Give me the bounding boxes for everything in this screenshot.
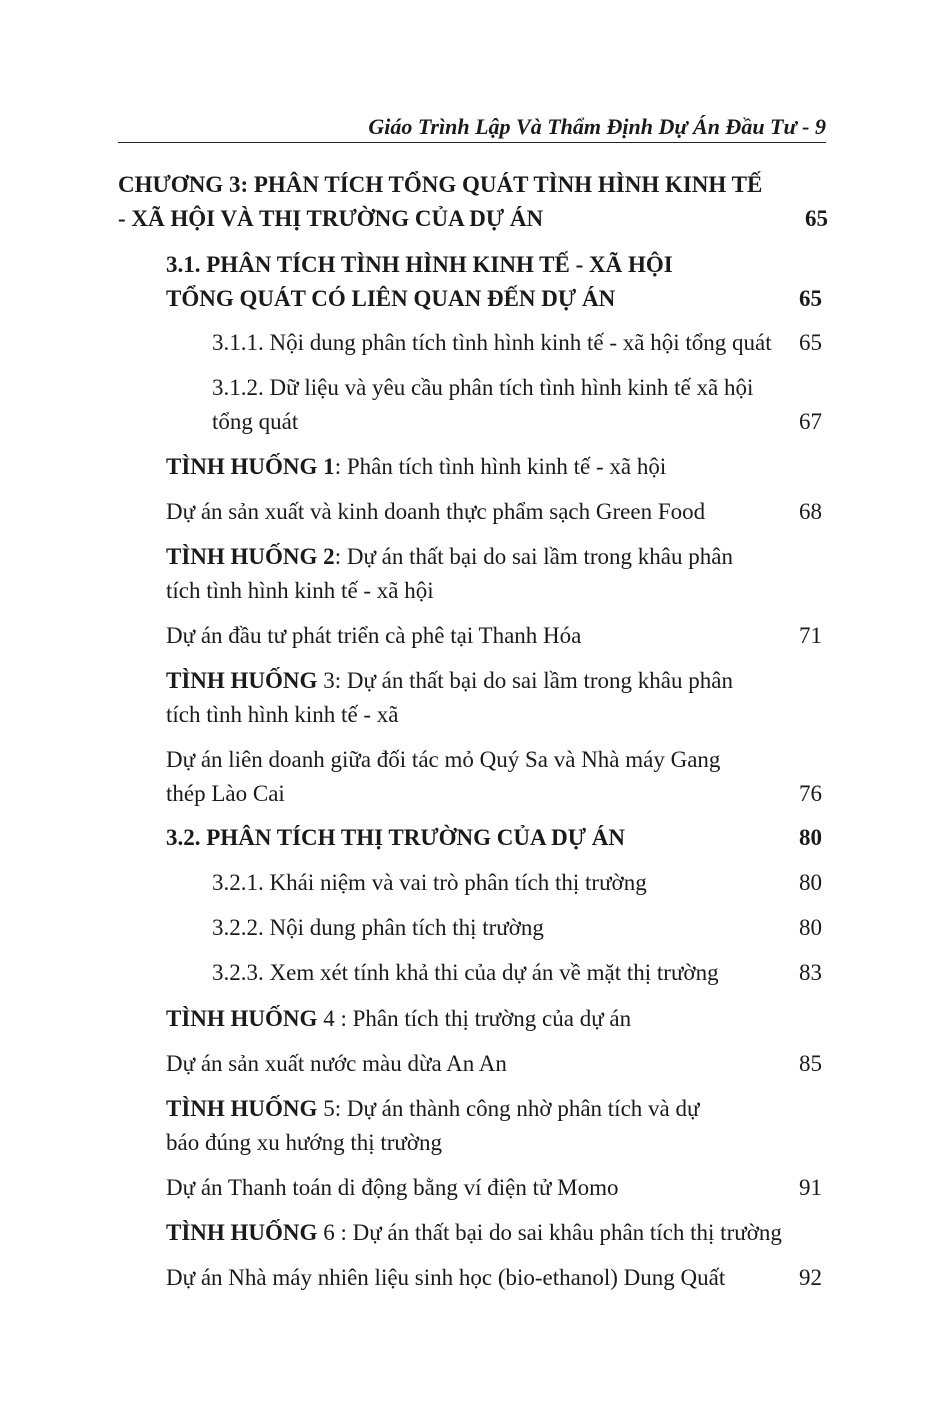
toc-entry-title: 3.1.1. Nội dung phân tích tình hình kinh tế - xã hội tổng quát xyxy=(212,330,772,355)
toc-entry-3-1-1[interactable] xyxy=(212,326,822,360)
toc-entry-title: Dự án Thanh toán di động bằng ví điện tử Momo xyxy=(166,1175,619,1200)
toc-case-6[interactable] xyxy=(166,1216,828,1250)
toc-page-number: 67 xyxy=(799,409,822,434)
toc-entry-case-1-project[interactable] xyxy=(166,495,822,529)
case-title-line: báo đúng xu hướng thị trường xyxy=(166,1130,443,1155)
toc-entry-line: tổng quát xyxy=(212,409,299,434)
toc-entry-case-6-project[interactable] xyxy=(166,1261,822,1295)
toc-entry-case-5-project[interactable] xyxy=(166,1171,822,1205)
toc-page-number: 71 xyxy=(799,623,822,648)
case-title-line: tích tình hình kinh tế - xã hội xyxy=(166,578,434,603)
toc-entry-line: - XÃ HỘI VÀ THỊ TRƯỜNG CỦA DỰ ÁN xyxy=(118,206,544,231)
toc-case-4[interactable] xyxy=(166,1002,822,1036)
toc-entry-title: Dự án Nhà máy nhiên liệu sinh học (bio-ethanol) Dung Quất xyxy=(166,1265,726,1290)
case-title-line: 5: Dự án thành công nhờ phân tích và dự xyxy=(317,1096,700,1121)
toc-entry-chapter-3[interactable] xyxy=(118,168,828,236)
header-divider xyxy=(118,142,826,143)
toc-page-number: 91 xyxy=(799,1175,822,1200)
case-label: TÌNH HUỐNG 2 xyxy=(166,544,335,569)
case-label: TÌNH HUỐNG 1 xyxy=(166,454,335,479)
toc-entry-line: CHƯƠNG 3: PHÂN TÍCH TỔNG QUÁT TÌNH HÌNH KINH TẾ xyxy=(118,172,763,197)
toc-entry-title: 3.2.1. Khái niệm và vai trò phân tích thị trường xyxy=(212,870,647,895)
toc-entry-3-2-2[interactable] xyxy=(212,911,822,945)
toc-entry-title: 3.2.3. Xem xét tính khả thi của dự án về mặt thị trường xyxy=(212,960,719,985)
toc-case-1[interactable] xyxy=(166,450,822,484)
toc-page-number: 80 xyxy=(799,825,822,850)
toc-page-number: 80 xyxy=(799,915,822,940)
case-title-line: tích tình hình kinh tế - xã xyxy=(166,702,399,727)
toc-page-number: 65 xyxy=(799,286,822,311)
toc-entry-line: 3.1.2. Dữ liệu và yêu cầu phân tích tình hình kinh tế xã hội xyxy=(212,375,754,400)
toc-entry-3-2-1[interactable] xyxy=(212,866,822,900)
toc-entry-3-1-2[interactable] xyxy=(212,371,822,439)
toc-entry-case-2-project[interactable] xyxy=(166,619,822,653)
toc-entry-title: Dự án đầu tư phát triển cà phê tại Thanh Hóa xyxy=(166,623,582,648)
toc-entry-title: Dự án sản xuất và kinh doanh thực phẩm sạch Green Food xyxy=(166,499,706,524)
toc-page-number: 92 xyxy=(799,1265,822,1290)
case-title-line: : Dự án thất bại do sai lầm trong khâu phân xyxy=(334,544,733,569)
toc-page-number: 76 xyxy=(799,781,822,806)
case-label: TÌNH HUỐNG xyxy=(166,1006,318,1031)
toc-page-number: 85 xyxy=(799,1051,822,1076)
toc-entry-case-3-project[interactable] xyxy=(166,743,822,811)
toc-page-number: 83 xyxy=(799,960,822,985)
toc-entry-line: thép Lào Cai xyxy=(166,781,285,806)
toc-entry-line: 3.1. PHÂN TÍCH TÌNH HÌNH KINH TẾ - XÃ HỘI xyxy=(166,252,673,277)
case-title-line: 3: Dự án thất bại do sai lầm trong khâu phân xyxy=(317,668,733,693)
toc-entry-case-4-project[interactable] xyxy=(166,1047,822,1081)
toc-page-number: 65 xyxy=(799,330,822,355)
toc-entry-line: TỔNG QUÁT CÓ LIÊN QUAN ĐẾN DỰ ÁN xyxy=(166,286,616,311)
case-title: 4 : Phân tích thị trường của dự án xyxy=(317,1006,632,1031)
toc-case-5[interactable] xyxy=(166,1092,822,1160)
toc-entry-3-2[interactable] xyxy=(166,821,822,855)
case-label: TÌNH HUỐNG xyxy=(166,1096,318,1121)
toc-case-2[interactable] xyxy=(166,540,822,608)
toc-entry-3-2-3[interactable] xyxy=(212,956,822,990)
toc-page-number: 68 xyxy=(799,499,822,524)
toc-entry-line: Dự án liên doanh giữa đối tác mỏ Quý Sa và Nhà máy Gang xyxy=(166,747,721,772)
toc-entry-title: 3.2.2. Nội dung phân tích thị trường xyxy=(212,915,544,940)
running-header: Giáo Trình Lập Và Thẩm Định Dự Án Đầu Tư - 9 xyxy=(368,114,826,139)
toc-page-number: 80 xyxy=(799,870,822,895)
case-label: TÌNH HUỐNG xyxy=(166,668,318,693)
toc-entry-title: Dự án sản xuất nước màu dừa An An xyxy=(166,1051,507,1076)
toc-entry-title: 3.2. PHÂN TÍCH THỊ TRƯỜNG CỦA DỰ ÁN xyxy=(166,825,625,850)
case-title: 6 : Dự án thất bại do sai khâu phân tích thị trường xyxy=(317,1220,782,1245)
case-label: TÌNH HUỐNG xyxy=(166,1220,318,1245)
toc-entry-3-1[interactable] xyxy=(166,248,822,316)
toc-page-number: 65 xyxy=(805,206,828,231)
toc-case-3[interactable] xyxy=(166,664,822,732)
case-title: : Phân tích tình hình kinh tế - xã hội xyxy=(334,454,667,479)
